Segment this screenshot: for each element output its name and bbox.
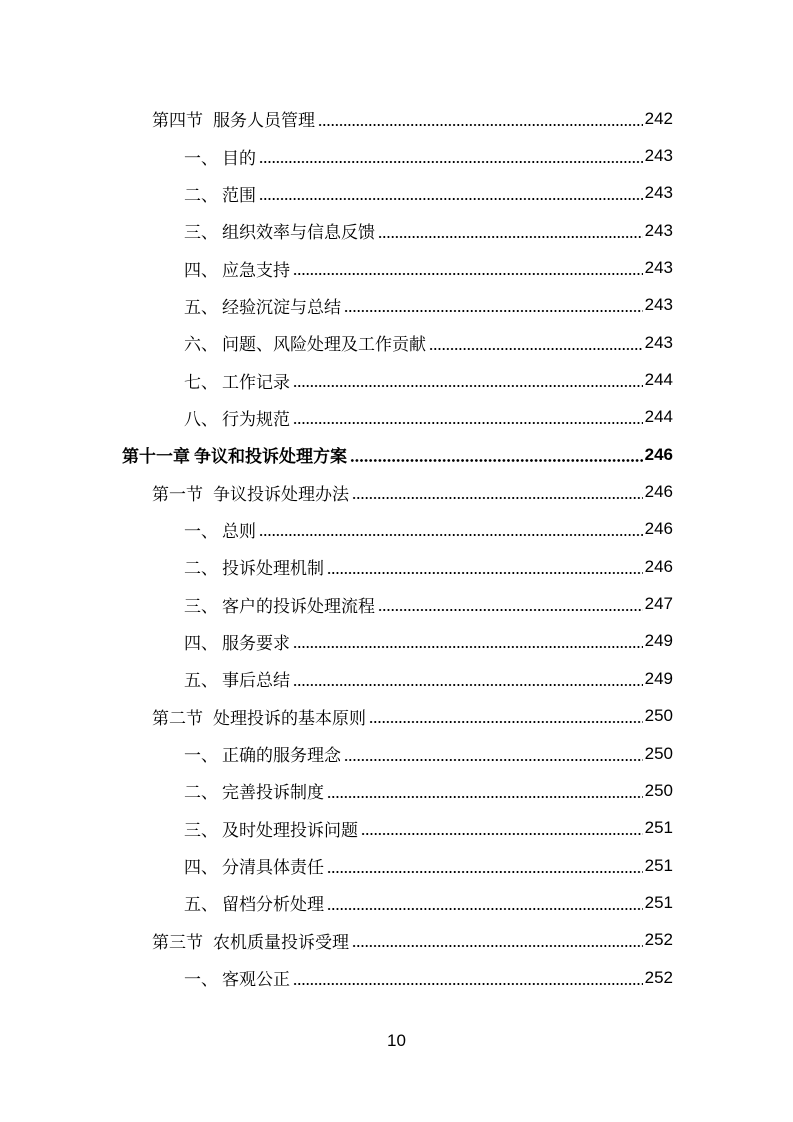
toc-section-entry[interactable] [0,698,793,735]
toc-entry-page: 244 [644,407,673,427]
toc-entry-page: 243 [644,295,673,315]
toc-entry-title: 投诉处理机制 [222,559,324,580]
toc-entry-page: 242 [644,108,673,128]
toc-entry-title: 事后总结 [222,671,290,692]
toc-entry-title: 行为规范 [222,409,290,430]
toc-subsection-entry[interactable] [0,959,793,996]
toc-entry-title: 争议投诉处理办法 [213,484,349,505]
toc-entry-title: 留档分析处理 [222,895,324,916]
toc-entry-number: 八、 [184,409,218,430]
toc-entry-title: 客户的投诉处理流程 [222,596,375,617]
toc-entry-number: 三、 [184,223,218,244]
toc-entry-page: 246 [644,482,673,502]
toc-section-entry[interactable] [0,473,793,510]
toc-subsection-entry[interactable] [0,548,793,585]
toc-entry-page: 243 [644,146,673,166]
toc-entry-title: 处理投诉的基本原则 [213,708,366,729]
toc-subsection-entry[interactable] [0,137,793,174]
toc-entry-title: 正确的服务理念 [222,746,341,767]
toc-entry-number: 四、 [184,260,218,281]
toc-entry-page: 252 [644,930,673,950]
toc-entry-page: 249 [644,631,673,651]
toc-entry-number: 二、 [184,783,218,804]
toc-entry-page: 250 [644,743,673,763]
toc-section-entry[interactable] [0,100,793,137]
toc-dot-leader [352,497,643,499]
toc-section-entry[interactable] [0,922,793,959]
toc-entry-page: 243 [644,183,673,203]
toc-entry-number: 五、 [184,895,218,916]
toc-entry-number: 六、 [184,335,218,356]
toc-dot-leader [352,945,643,947]
toc-entry-number: 四、 [184,633,218,654]
toc-subsection-entry[interactable] [0,324,793,361]
toc-entry-title: 经验沉淀与总结 [222,297,341,318]
toc-entry-number: 七、 [184,372,218,393]
toc-dot-leader [327,871,643,873]
toc-entry-page: 246 [644,556,673,576]
toc-dot-leader [344,759,643,761]
toc-dot-leader [327,796,643,798]
toc-entry-page: 246 [644,519,673,539]
toc-entry-page: 243 [644,332,673,352]
toc-entry-title: 农机质量投诉受理 [213,932,349,953]
toc-subsection-entry[interactable] [0,287,793,324]
toc-entry-page: 251 [644,818,673,838]
toc-subsection-entry[interactable] [0,847,793,884]
toc-entry-number: 一、 [184,148,218,169]
toc-entry-title: 目的 [222,148,256,169]
toc-entry-page: 247 [644,594,673,614]
toc-entry-title: 应急支持 [222,260,290,281]
toc-entry-title: 服务要求 [222,633,290,654]
toc-dot-leader [350,459,643,462]
toc-entry-page: 243 [644,220,673,240]
toc-entry-title: 问题、风险处理及工作贡献 [222,335,426,356]
toc-entry-number: 第四节 [152,111,203,132]
toc-subsection-entry[interactable] [0,623,793,660]
toc-dot-leader [293,273,643,275]
toc-entry-number: 一、 [184,970,218,991]
toc-entry-page: 250 [644,780,673,800]
toc-subsection-entry[interactable] [0,884,793,921]
toc-dot-leader [327,908,643,910]
toc-entry-page: 244 [644,370,673,390]
toc-dot-leader [293,422,643,424]
toc-dot-leader [429,348,643,350]
toc-entry-page: 249 [644,668,673,688]
toc-entry-number: 二、 [184,559,218,580]
toc-dot-leader [293,646,643,648]
toc-entry-number: 二、 [184,185,218,206]
toc-entry-number: 三、 [184,820,218,841]
toc-dot-leader [293,385,643,387]
toc-entry-page: 251 [644,855,673,875]
toc-entry-title: 服务人员管理 [213,111,315,132]
toc-dot-leader [259,198,643,200]
toc-dot-leader [293,983,643,985]
toc-entry-number: 四、 [184,858,218,879]
toc-entry-page: 251 [644,892,673,912]
toc-entry-page: 243 [644,258,673,278]
table-of-contents [0,100,793,996]
toc-entry-page: 246 [644,444,673,464]
toc-entry-number: 一、 [184,521,218,542]
toc-subsection-entry[interactable] [0,585,793,622]
toc-entry-title: 范围 [222,185,256,206]
toc-entry-number: 三、 [184,596,218,617]
toc-entry-title: 客观公正 [222,970,290,991]
toc-dot-leader [361,833,643,835]
page-number: 10 [387,1031,406,1050]
toc-dot-leader [259,161,643,163]
toc-dot-leader [344,310,643,312]
toc-dot-leader [369,721,643,723]
toc-dot-leader [327,572,643,574]
toc-subsection-entry[interactable] [0,735,793,772]
toc-entry-number: 第二节 [152,708,203,729]
toc-subsection-entry[interactable] [0,660,793,697]
toc-subsection-entry[interactable] [0,212,793,249]
toc-entry-number: 第十一章 [122,447,190,468]
toc-entry-number: 第三节 [152,932,203,953]
toc-dot-leader [259,534,643,536]
toc-entry-number: 五、 [184,671,218,692]
toc-entry-title: 分清具体责任 [222,858,324,879]
toc-dot-leader [318,124,643,126]
toc-entry-title: 争议和投诉处理方案 [194,447,347,468]
toc-entry-page: 250 [644,706,673,726]
toc-subsection-entry[interactable] [0,511,793,548]
toc-entry-number: 五、 [184,297,218,318]
toc-subsection-entry[interactable] [0,249,793,286]
toc-entry-page: 252 [644,967,673,987]
toc-entry-title: 完善投诉制度 [222,783,324,804]
toc-entry-title: 组织效率与信息反馈 [222,223,375,244]
toc-dot-leader [293,684,643,686]
toc-subsection-entry[interactable] [0,772,793,809]
toc-entry-title: 总则 [222,521,256,542]
toc-subsection-entry[interactable] [0,399,793,436]
toc-subsection-entry[interactable] [0,361,793,398]
toc-dot-leader [378,609,643,611]
toc-subsection-entry[interactable] [0,810,793,847]
toc-chapter-entry[interactable] [0,436,793,473]
toc-subsection-entry[interactable] [0,175,793,212]
toc-entry-number: 一、 [184,746,218,767]
toc-entry-number: 第一节 [152,484,203,505]
toc-dot-leader [378,236,643,238]
toc-entry-title: 工作记录 [222,372,290,393]
toc-entry-title: 及时处理投诉问题 [222,820,358,841]
